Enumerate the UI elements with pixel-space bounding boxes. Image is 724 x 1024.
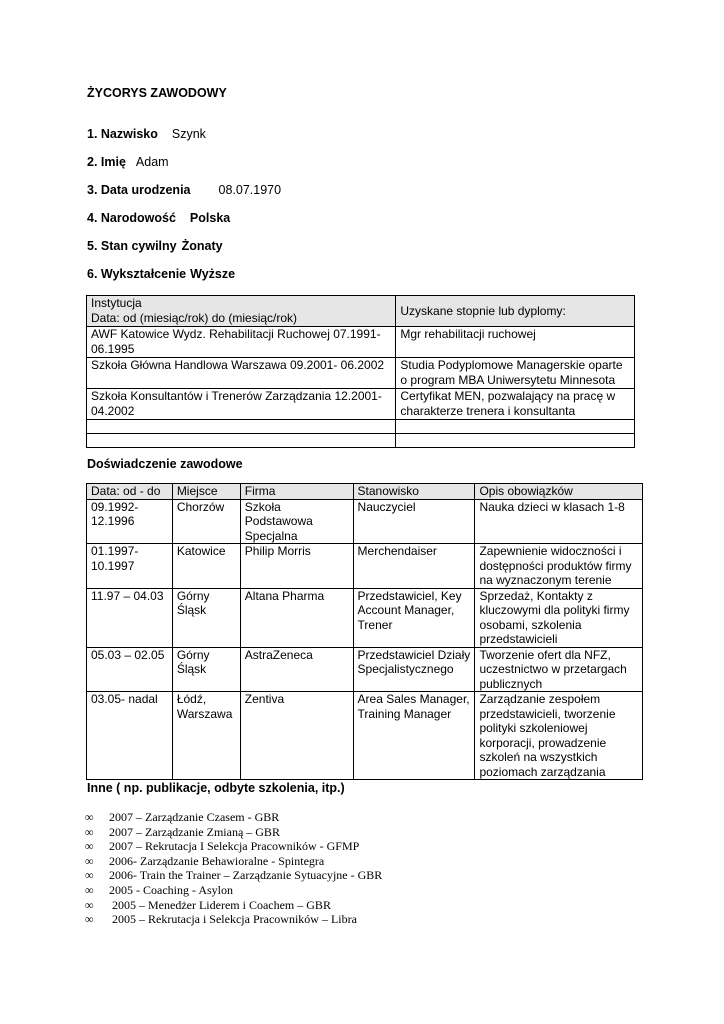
table-cell: 09.1992-12.1996 (87, 499, 173, 544)
table-cell: Philip Morris (240, 544, 353, 589)
table-cell: 01.1997-10.1997 (87, 544, 173, 589)
list-item-text: 2006- Zarządzanie Behawioralne - Spintegra (109, 853, 325, 868)
table-cell: Tworzenie ofert dla NFZ, uczestnictwo w przetargach publicznych (475, 647, 643, 692)
field-first-name (87, 155, 169, 169)
table-cell: Górny Śląsk (172, 588, 240, 647)
infinity-bullet-icon: ∞ (85, 897, 94, 912)
list-item (85, 810, 382, 825)
infinity-bullet-icon: ∞ (85, 810, 94, 824)
list-item (85, 912, 382, 927)
field-label: 6. Wykształcenie (87, 267, 187, 281)
table-cell: Studia Podyplomowe Managerskie oparte o program MBA Uniwersytetu Minnesota (396, 358, 635, 389)
table-cell: Przedstawiciel Działy Specjalistycznego (353, 647, 475, 692)
field-label: 2. Imię (87, 155, 126, 169)
field-label: 4. Narodowość (87, 211, 176, 225)
table-cell: Mgr rehabilitacji ruchowej (396, 327, 635, 358)
table-cell: Sprzedaż, Kontakty z kluczowymi dla polityki firmy osobami, szkolenia przedstawicieli (475, 588, 643, 647)
table-cell: Przedstawiciel, Key Account Manager, Trener (353, 588, 475, 647)
field-label: 1. Nazwisko (87, 127, 158, 141)
list-item (85, 868, 382, 883)
list-item-text: 2007 – Rekrutacja I Selekcja Pracowników - GFMP (109, 839, 360, 854)
table-cell: Zentiva (240, 692, 353, 780)
other-heading: Inne ( np. publikacje, odbyte szkolenia, itp.) (87, 781, 345, 795)
table-cell: Certyfikat MEN, pozwalający na pracę w charakterze trenera i konsultanta (396, 389, 635, 420)
list-item (85, 854, 382, 869)
table-cell: Szkoła Podstawowa Specjalna (240, 499, 353, 544)
table-cell: Szkoła Konsultantów i Trenerów Zarządzania 12.2001- 04.2002 (87, 389, 396, 420)
table-cell: Katowice (172, 544, 240, 589)
field-value: 08.07.1970 (218, 183, 282, 197)
table-cell: Chorzów (172, 499, 240, 544)
infinity-bullet-icon: ∞ (85, 882, 94, 897)
list-item-text: 2007 – Zarządzanie Zmianą – GBR (109, 824, 280, 839)
table-cell: AstraZeneca (240, 647, 353, 692)
column-header: Stanowisko (353, 484, 475, 500)
table-row (87, 647, 643, 692)
header-text: Data: od (miesiąc/rok) do (miesiąc/rok) (91, 311, 298, 325)
column-header: Data: od - do (87, 484, 173, 500)
infinity-bullet-icon: ∞ (85, 839, 94, 854)
table-row (87, 692, 643, 780)
table-cell: Zarządzanie zespołem przedstawicieli, tworzenie polityki szkoleniowej korporacji, prowadzenie szkoleń na wszystkich poziomach zarządzania (475, 692, 643, 780)
column-header: Opis obowiązków (475, 484, 643, 500)
experience-heading: Doświadczenie zawodowe (87, 457, 243, 471)
table-cell: AWF Katowice Wydz. Rehabilitacji Ruchowej 07.1991-06.1995 (87, 327, 396, 358)
table-cell: Szkoła Główna Handlowa Warszawa 09.2001- 06.2002 (87, 358, 396, 389)
table-cell: 03.05- nadal (87, 692, 173, 780)
field-value: Adam (135, 155, 169, 169)
field-value: Szynk (171, 127, 206, 141)
table-cell: Nauczyciel (353, 499, 475, 544)
table-cell: Nauka dzieci w klasach 1-8 (475, 499, 643, 544)
list-item-text: 2006- Train the Trainer – Zarządzanie Sytuacyjne - GBR (109, 868, 383, 883)
field-education (87, 267, 235, 281)
education-header-degree: Uzyskane stopnie lub dyplomy: (396, 296, 635, 327)
table-cell: Merchendaiser (353, 544, 475, 589)
table-row (87, 544, 643, 589)
table-cell (396, 434, 635, 448)
list-item (85, 825, 382, 840)
header-text: Instytucja (91, 296, 142, 310)
trainings-list (85, 810, 382, 927)
table-cell: Łódź, Warszawa (172, 692, 240, 780)
field-value: Wyższe (190, 267, 236, 281)
table-row (87, 389, 635, 420)
table-cell (87, 420, 396, 434)
list-item-text: 2007 – Zarządzanie Czasem - GBR (109, 810, 280, 824)
list-item (85, 839, 382, 854)
table-row (87, 499, 643, 544)
table-cell: Zapewnienie widoczności i dostępności produktów firmy na wyznaczonym terenie (475, 544, 643, 589)
table-row (87, 358, 635, 389)
field-label: 5. Stan cywilny (87, 239, 177, 253)
field-birth-date (87, 183, 281, 197)
table-cell (87, 434, 396, 448)
table-cell: Górny Śląsk (172, 647, 240, 692)
experience-table (86, 483, 643, 780)
infinity-bullet-icon: ∞ (85, 824, 94, 839)
list-item-text: 2005 – Menedżer Liderem i Coachem – GBR (109, 897, 331, 912)
table-cell: Altana Pharma (240, 588, 353, 647)
list-item (85, 898, 382, 913)
document-title: ŻYCORYS ZAWODOWY (87, 86, 227, 100)
table-cell: 05.03 – 02.05 (87, 647, 173, 692)
table-row (87, 420, 635, 434)
field-value: Żonaty (181, 239, 223, 253)
table-row (87, 588, 643, 647)
infinity-bullet-icon: ∞ (85, 868, 94, 883)
table-cell: 11.97 – 04.03 (87, 588, 173, 647)
field-surname (87, 127, 206, 141)
list-item (85, 883, 382, 898)
field-nationality (87, 211, 230, 225)
table-cell (396, 420, 635, 434)
education-header-row (87, 296, 635, 327)
column-header: Firma (240, 484, 353, 500)
table-row (87, 434, 635, 448)
infinity-bullet-icon: ∞ (85, 912, 94, 927)
field-label: 3. Data urodzenia (87, 183, 191, 197)
infinity-bullet-icon: ∞ (85, 853, 94, 868)
table-cell: Area Sales Manager, Training Manager (353, 692, 475, 780)
field-marital-status (87, 239, 223, 253)
education-table (86, 295, 635, 448)
field-value: Polska (189, 211, 231, 225)
experience-header-row (87, 484, 643, 500)
list-item-text: 2005 – Rekrutacja i Selekcja Pracowników – Libra (109, 912, 357, 927)
column-header: Miejsce (172, 484, 240, 500)
education-header-institution (87, 296, 396, 327)
table-row (87, 327, 635, 358)
list-item-text: 2005 - Coaching - Asylon (109, 882, 233, 897)
